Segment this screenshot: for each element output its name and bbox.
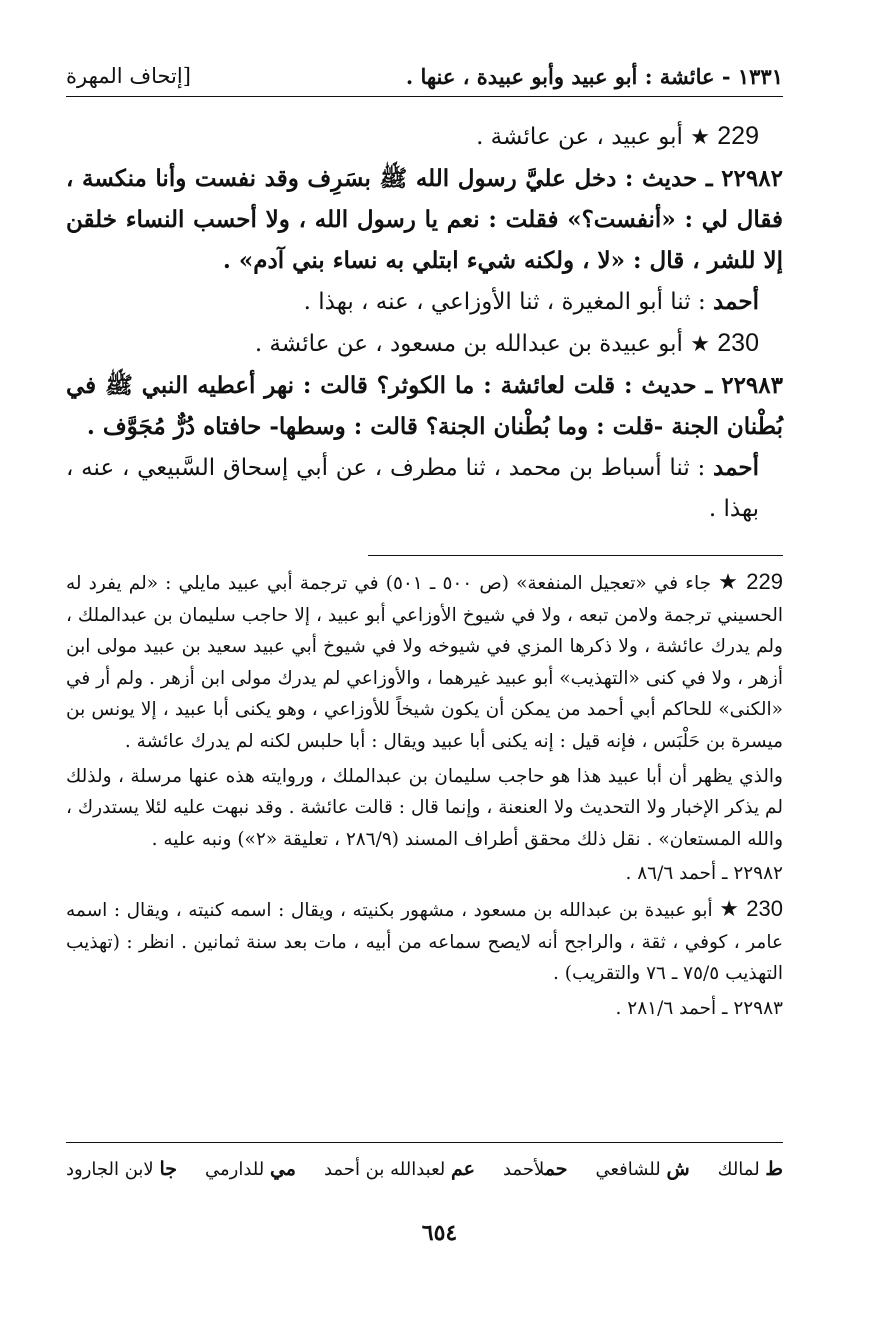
star-icon: ★ [719,896,740,922]
abbreviation-code: ط [765,1158,783,1180]
reference-22982: ٢٢٩٨٢ ـ أحمد ٨٦/٦ . [625,863,783,885]
hadith-22982 [66,158,783,281]
page-number: ٦٥٤ [421,1220,458,1246]
hadith-text: ـ حديث : دخل عليَّ رسول الله ﷺ بسَرِف وقد نفست وأنا منكسة ، فقال لي : «أنفست؟» فقلت : نعم يا رسول الله ، ولا أحسب النساء خلقن إلا للشر ، قال : «لا ، ولكنه شيء ابتلي به نساء بني آدم» . [66,165,783,274]
abbreviation-code: حم [544,1158,568,1180]
page-header [66,56,783,97]
reference-22983: ٢٢٩٨٣ ـ أحمد ٢٨١/٦ . [615,997,783,1019]
hadith-22983 [66,365,783,447]
isnad-22983 [66,447,783,530]
abbreviation-code: عم [450,1158,475,1180]
note-text: أبو عبيدة بن عبدالله بن مسعود ، مشهور بكنيته ، ويقال : اسمه كنيته ، ويقال : اسمه عامر ، كوفي ، ثقة ، والراجح أنه لايصح سماعه من أبيه ، مات بعد سنة ثمانين . انظر : (تهذيب التهذيب ٧٥/٥ ـ ٧٦ والتقريب) . [66,899,783,985]
abbreviation-code: جا [159,1158,177,1180]
entry-text: أبو عبيدة بن عبدالله بن مسعود ، عن عائشة . [254,331,683,357]
isnad-text: : ثنا أسباط بن محمد ، ثنا مطرف ، عن أبي إسحاق السَّبيعي ، عنه ، بهذا . [66,455,759,522]
abbreviation-divider [66,1142,783,1143]
isnad-source: أحمد [713,288,759,315]
abbreviation-code: مي [269,1158,296,1180]
abbreviation-desc: لأحمد [502,1159,545,1180]
note-229-continued: والذي يظهر أن أبا عبيد هذا هو حاجب سليمان بن عبدالملك ، وروايته هذه عنها مرسلة ، ولذلك لم يذكر الإخبار ولا التحديث ولا العنعنة ، وإنما قال : قالت عائشة . وقد نبهت عليه لئلا يستدرك ، والله المستعان» . نقل ذلك محقق أطراف المسند (٢٨٦/٩ ، تعليقة «٢») ونبه عليه . [66,765,783,850]
book-title: [إتحاف المهرة [66,64,191,88]
entry-number: 229 [717,122,759,150]
note-number: 229 [746,569,784,594]
entry-230 [66,323,783,365]
note-230 [66,893,783,990]
hadith-text: ـ حديث : قلت لعائشة : ما الكوثر؟ قالت : نهر أعطيه النبي ﷺ في بُطْنان الجنة -قلت : وما بُطْنان الجنة؟ قالت : وسطها- حافتاه دُرٌّ مُجَوَّف . [66,372,783,440]
star-icon: ★ [690,125,710,150]
isnad-22982 [66,281,783,323]
abbreviation-desc: لابن الجارود [66,1159,154,1180]
main-text [66,112,783,530]
abbreviation-item [324,1158,475,1180]
note-229 [66,566,783,758]
hadith-number: ٢٢٩٨٢ [721,165,783,192]
note-text: جاء في «تعجيل المنفعة» (ص ٥٠٠ ـ ٥٠١) في ترجمة أبي عبيد مايلي : «لم يفرد له الحسيني ترجمة ولامن تبعه ، ولا في شيوخ الأوزاعي أبو عبيد ، إلا حاجب سليمان بن عبدالملك ، ولم يدرك عائشة ، ولا ذكرها المزي في شيوخه ولا في شيوخ أبي عبيد سعيد بن عبيد مولى ابن أزهر ، ولا في كنى «التهذيب» أبو عبيد غيرهما ، والأوزاعي لم يدرك مولى ابن أزهر . ولم أر في «الكنى» للحاكم أبي أحمد من يمكن أن يكون شيخاً للأوزاعي ، وهو يكنى أبا عبيد ، إلا يونس بن ميسرة بن حَلْبَس ، فإنه قيل : إنه يكنى أبا عبيد ويقال : أبا حلبس لكنه لم يدرك عائشة . [66,573,783,752]
footnotes [66,566,783,1027]
note-number: 230 [746,895,783,921]
abbreviation-desc: للدارمي [204,1159,265,1180]
footnote-divider [368,555,783,556]
abbreviation-desc: لعبدالله بن أحمد [323,1159,446,1180]
entry-number: 230 [717,329,759,357]
abbreviation-desc: لمالك [717,1159,760,1180]
abbreviation-key [66,1158,783,1180]
entry-text: أبو عبيد ، عن عائشة . [476,124,683,150]
abbreviation-item [595,1158,689,1180]
abbreviation-desc: للشافعي [595,1159,661,1180]
running-title: ١٣٣١ - عائشة : أبو عبيد وأبو عبيدة ، عنها . [405,63,783,89]
star-icon: ★ [690,332,710,357]
abbreviation-item [205,1158,296,1180]
abbreviation-item [66,1158,177,1180]
abbreviation-item [503,1158,567,1180]
hadith-number: ٢٢٩٨٣ [721,372,783,399]
isnad-text: : ثنا أبو المغيرة ، ثنا الأوزاعي ، عنه ، بهذا . [303,289,706,315]
isnad-source: أحمد [713,454,759,481]
abbreviation-code: ش [666,1158,690,1180]
abbreviation-item [718,1158,783,1180]
entry-229 [66,116,783,158]
star-icon: ★ [718,570,740,595]
